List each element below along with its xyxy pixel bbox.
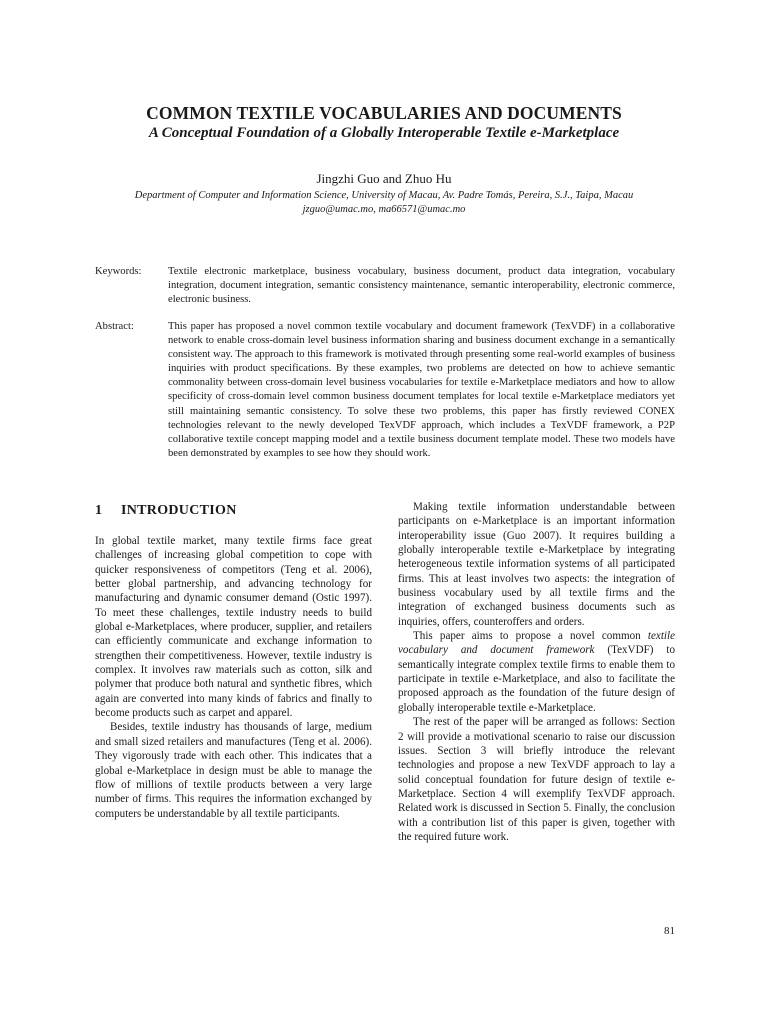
text-run: (TexVDF) to semantically integrate complex textile firms to enable them to participate in textile e-Marketplace, and also to facilitate the proposed approach as the foundation of the future design of globally interoperable textile e-Marketplace. bbox=[398, 644, 675, 714]
section-heading bbox=[95, 503, 237, 519]
emphasized-term: textile vocabulary and document framework bbox=[398, 630, 675, 657]
left-column bbox=[95, 534, 372, 821]
paper-title: COMMON TEXTILE VOCABULARIES AND DOCUMENTS bbox=[146, 103, 622, 123]
author-emails: jzguo@umac.mo, ma66571@umac.mo bbox=[302, 204, 466, 215]
abstract-label: Abstract: bbox=[95, 321, 134, 332]
paragraph bbox=[398, 629, 675, 715]
paper-subtitle: A Conceptual Foundation of a Globally Interoperable Textile e-Marketplace bbox=[148, 125, 620, 141]
right-column bbox=[398, 500, 675, 844]
keywords-text: Textile electronic marketplace, business vocabulary, business document, product data integration, vocabulary integration, document integration, semantic consistency maintenance, semantic interoperability, electronic commerce, electronic business. bbox=[168, 266, 675, 306]
affiliation: Department of Computer and Information Science, University of Macau, Av. Padre Tomás, Pereira, S.J., Taipa, Macau bbox=[134, 190, 634, 201]
keywords-label: Keywords: bbox=[95, 266, 142, 277]
page-number: 81 bbox=[664, 925, 675, 937]
abstract-text: This paper has proposed a novel common textile vocabulary and document framework (TexVDF) in a collaborative network to enable cross-domain level business information sharing and business document exchange in a semantically consistent way. The approach to this framework is motivated through presenting some real-world examples of business inquiries with product specifications. By these examples, two problems are detected on how to achieve semantic commonality between cross-domain level business vocabularies for textile e-Marketplace mediators and how to allow specificity of cross-domain level common business document templates for local textile e-Marketplace mediators yet still maintaining semantic consistency. To solve these two problems, this paper has firstly reviewed CONEX technologies relevant to the newly developed TexVDF approach, which includes a TexVDF framework, a P2P collaborative textile concept mapping model and a textile business document template model. These two models have been demonstrated by examples to see how they should work. bbox=[168, 321, 675, 459]
paragraph: Besides, textile industry has thousands of large, medium and small sized retailers and manufactures (Teng et al. 2006). They vigorously trade with each other. This indicates that a global e-Marketplace in design must be able to manage the flow of millions of textile products between a very large number of firms. This requires the information exchanged by computers be understandable by all textile participants. bbox=[95, 721, 372, 820]
paragraph: In global textile market, many textile firms face great challenges of increasing global competition to cope with quicker responsiveness of competitors (Teng et al. 2006), better global partnership, and advancing technology for manufacturing and dynamic consumer demand (Ostic 1997). To meet these challenges, textile industry needs to build global e-Marketplaces, where producer, supplier, and retailers can efficiently communicate and exchange information to strengthen their competitiveness. However, textile industry is complex. It involves raw materials such as cotton, silk and polymer that produce both natural and synthetic fibres, which again are converted into many kinds of fabrics and finally to become products such as carpet and apparel. bbox=[95, 535, 372, 720]
section-number: 1 bbox=[95, 503, 103, 518]
author-list: Jingzhi Guo and Zhuo Hu bbox=[316, 171, 452, 186]
text-run: This paper aims to propose a novel common bbox=[413, 630, 648, 643]
affiliation-block bbox=[0, 189, 768, 217]
paragraph: The rest of the paper will be arranged as follows: Section 2 will provide a motivational scenario to raise our discussion issues. Section 3 will briefly introduce the relevant technologies and propose a new TexVDF approach to lay a solid conceptual foundation for future design of textile e-Marketplace. Section 4 will exemplify TexVDF approach. Related work is discussed in Section 5. Finally, the conclusion with a contribution list of this paper is given, together with the required future work. bbox=[398, 716, 675, 843]
section-title: INTRODUCTION bbox=[121, 503, 237, 518]
paragraph: Making textile information understandable between participants on e-Marketplace is an important information interoperability issue (Guo 2007). It requires building a globally interoperable textile e-Marketplace by integrating heterogeneous textile information systems of all participated firms. This at least involves two aspects: the integration of business vocabulary used by all textile firms and the integration of exchanged business documents such as inquiries, offers, counteroffers and orders. bbox=[398, 501, 675, 628]
